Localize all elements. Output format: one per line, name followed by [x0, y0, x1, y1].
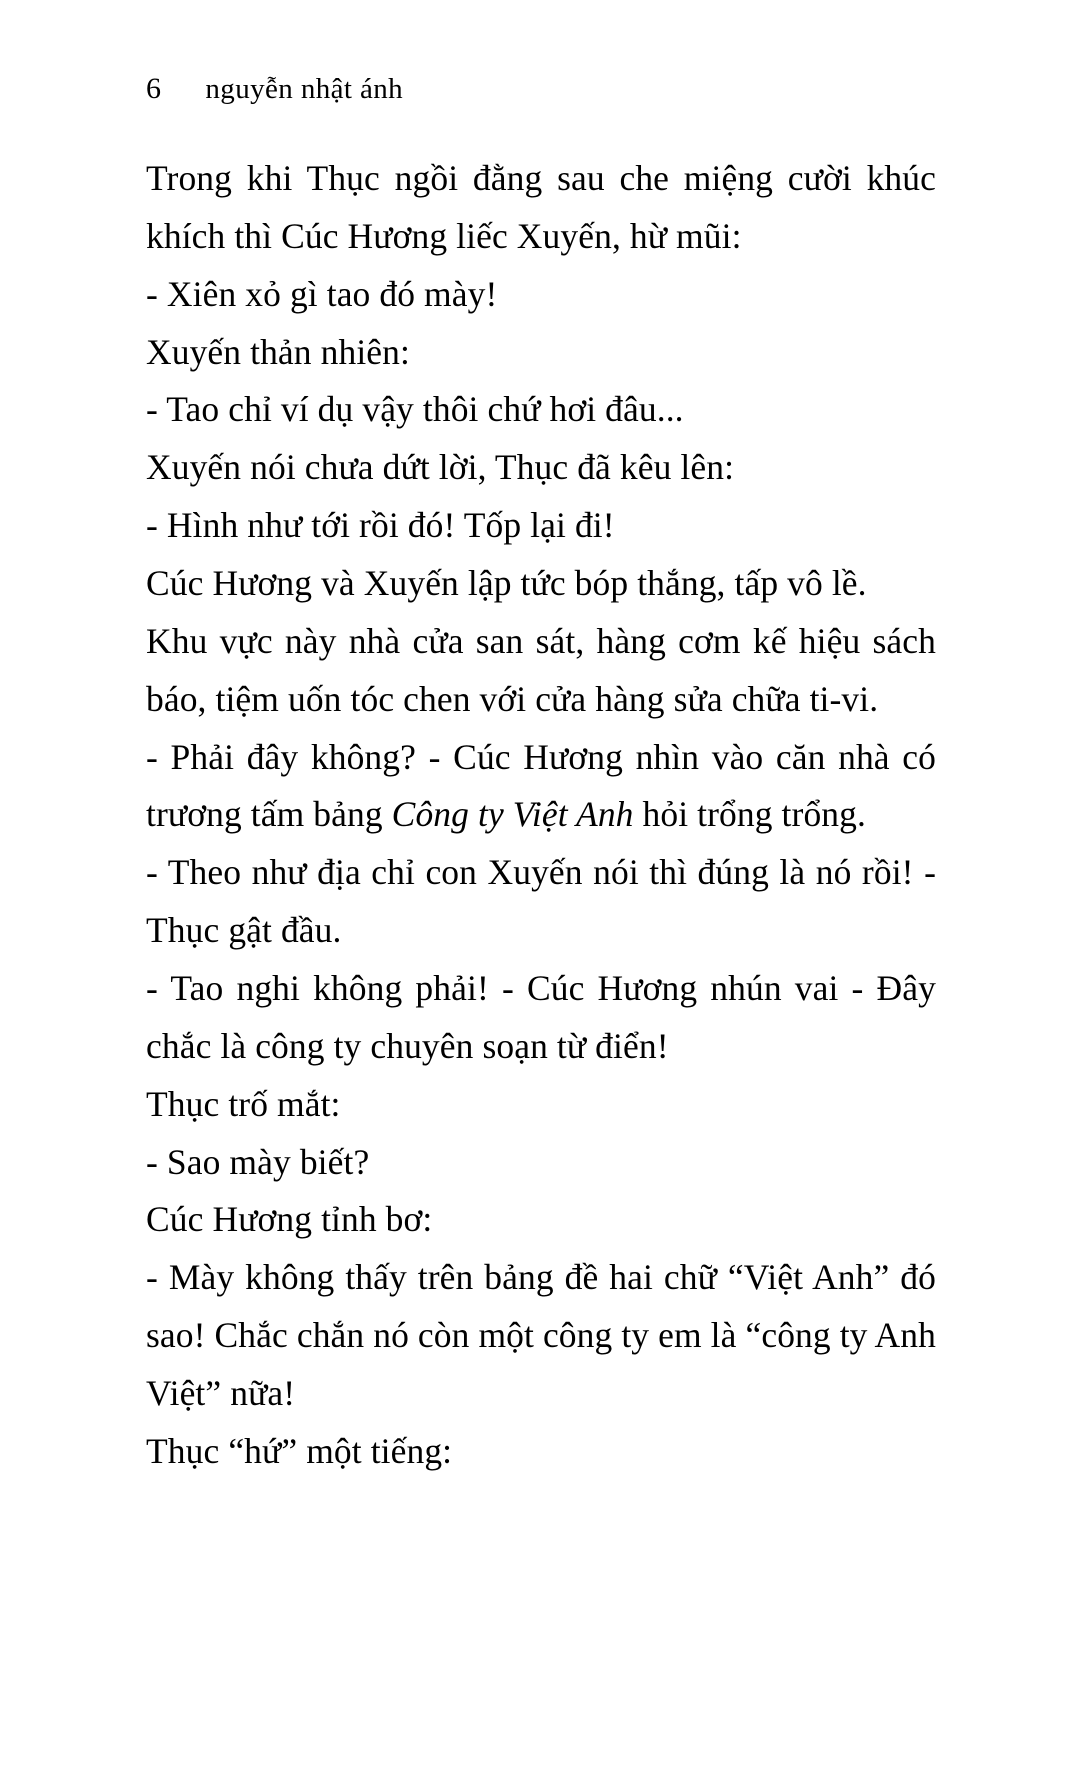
paragraph: - Mày không thấy trên bảng đề hai chữ “Việt Anh” đó sao! Chắc chắn nó còn một công ty em là “công ty Anh Việt” nữa! [146, 1257, 936, 1414]
paragraph: - Theo như địa chỉ con Xuyến nói thì đúng là nó rồi! - Thục gật đầu. [146, 852, 936, 951]
paragraph: Khu vực này nhà cửa san sát, hàng cơm kế hiệu sách báo, tiệm uốn tóc chen với cửa hàng sửa chữa ti-vi. [146, 620, 936, 719]
text-run: hỏi trổng trổng. [633, 794, 866, 835]
paragraph [146, 729, 936, 845]
italic-title: Công ty Việt Anh [391, 794, 634, 835]
page-header [146, 72, 403, 106]
paragraph: - Sao mày biết? [146, 1141, 370, 1182]
paragraph: Thục trố mắt: [146, 1083, 341, 1124]
paragraph: Trong khi Thục ngồi đằng sau che miệng cười khúc khích thì Cúc Hương liếc Xuyến, hừ mũi: [146, 158, 936, 256]
text-run: - Phải đây không? - Cúc Hương nhìn vào căn nhà có trương tấm bảng [146, 736, 936, 835]
paragraph: - Hình như tới rồi đó! Tốp lại đi! [146, 505, 615, 546]
paragraph: Cúc Hương tỉnh bơ: [146, 1199, 433, 1240]
page-body [146, 150, 936, 1481]
running-title: nguyễn nhật ánh [205, 73, 404, 105]
paragraph: - Tao chỉ ví dụ vậy thôi chứ hơi đâu... [146, 389, 684, 430]
paragraph: Cúc Hương và Xuyến lập tức bóp thắng, tấp vô lề. [146, 563, 867, 604]
paragraph: Xuyến thản nhiên: [146, 331, 410, 372]
page-number: 6 [146, 72, 162, 105]
paragraph: Xuyến nói chưa dứt lời, Thục đã kêu lên: [146, 447, 735, 488]
paragraph: - Xiên xỏ gì tao đó mày! [146, 273, 498, 314]
paragraph: - Tao nghi không phải! - Cúc Hương nhún vai - Đây chắc là công ty chuyên soạn từ điển! [146, 968, 936, 1066]
paragraph: Thục “hứ” một tiếng: [146, 1430, 453, 1471]
